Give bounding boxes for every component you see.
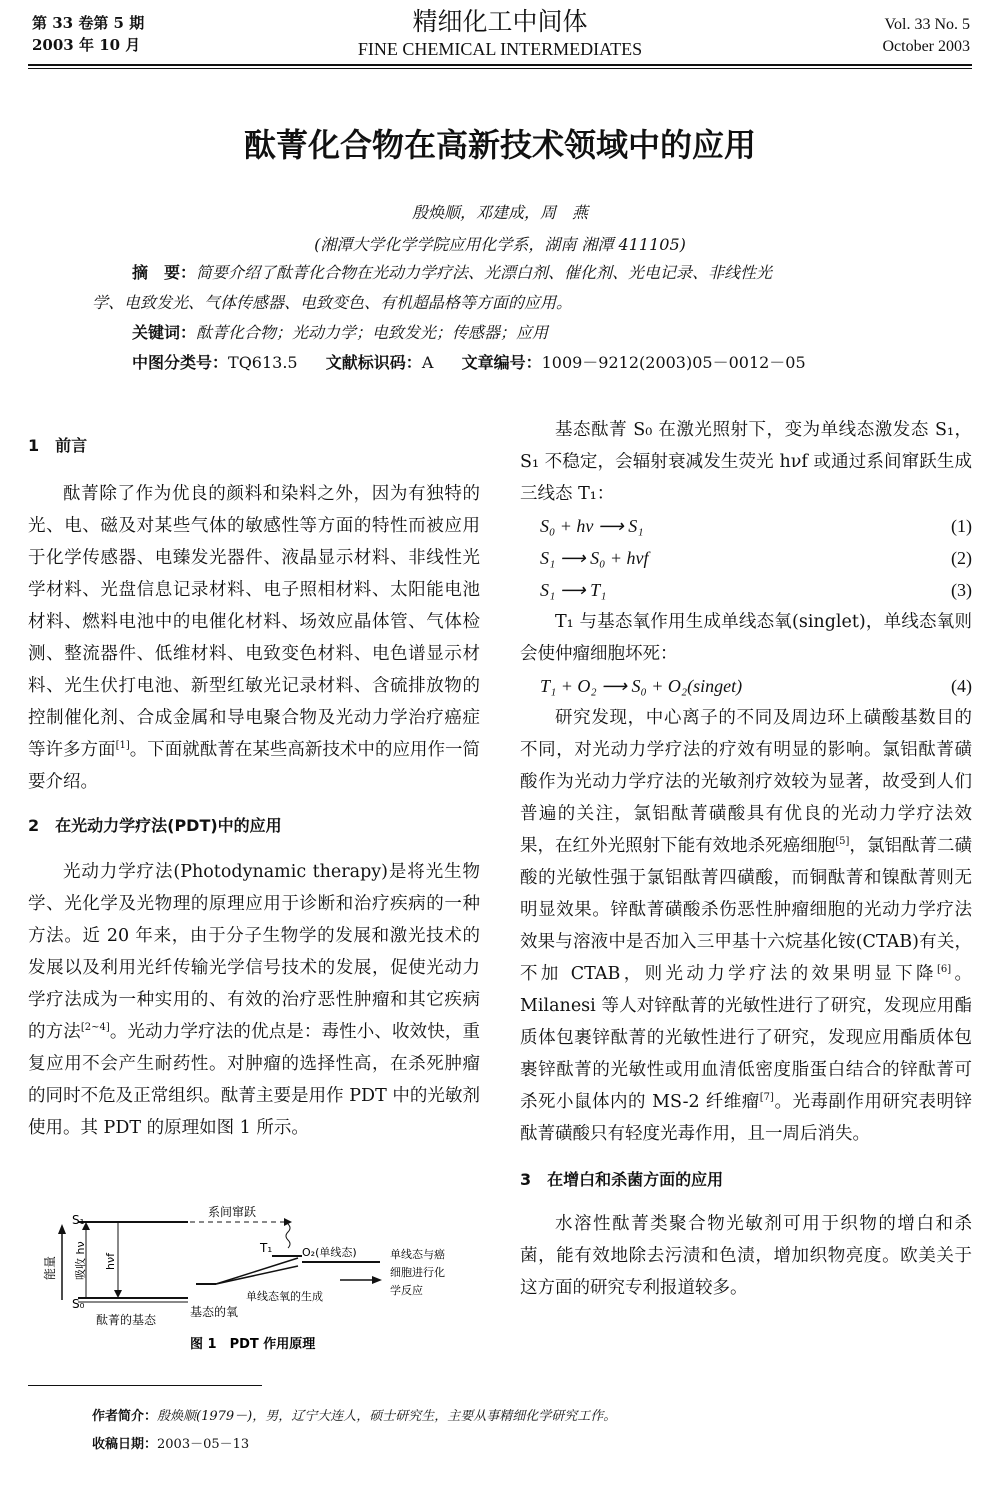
s0-label: S₀: [72, 1297, 85, 1311]
right-paragraph-2: T₁ 与基态氧作用生成单线态氧(singlet)，单线态氧则会使仲瘤细胞坏死：: [520, 612, 972, 664]
isc-arrow-head: [284, 1218, 292, 1226]
date-cn: 2003 年 10 月: [32, 36, 141, 54]
energy-label: 能量: [43, 1255, 57, 1280]
left-column: [28, 430, 480, 1144]
volume-cn: 第 33 卷第 5 期: [32, 14, 145, 32]
singlet-generation-label: 单线态氧的生成: [246, 1290, 323, 1303]
author-bio: [92, 1404, 616, 1430]
pdt-diagram: [40, 1200, 480, 1360]
keywords: 酞菁化合物；光动力学；电致发光；传感器；应用: [196, 323, 549, 342]
isc-wave: [286, 1224, 290, 1248]
energy-transfer-line: [216, 1258, 298, 1284]
oxygen-ground-label: 基态的氧: [190, 1305, 239, 1319]
received-date-label: 收稿日期：: [92, 1437, 158, 1452]
abstract-line2: 学、电致发光、气体传感器、电致变色、有机超晶格等方面的应用。: [92, 293, 573, 312]
equation-2: [520, 542, 972, 574]
right-column: [520, 414, 972, 1304]
energy-arrow-head: [58, 1224, 66, 1234]
authors: 殷焕顺，邓建成，周 燕: [411, 203, 588, 222]
section-2-paragraph: [28, 856, 480, 1144]
fluorescence-label: hνf: [104, 1253, 117, 1270]
absorption-label: 吸收 hν: [74, 1241, 87, 1280]
citation-5: [5]: [835, 836, 850, 848]
abstract-line1: 简要介绍了酞菁化合物在光动力学疗法、光漂白剂、催化剂、光电记录、非线性光: [196, 263, 773, 282]
oxygen-excitation-line: [216, 1266, 298, 1284]
abstract-label: 摘 要：: [132, 263, 197, 282]
reaction-text-3: 学反应: [390, 1284, 423, 1297]
figure-1: [40, 1200, 480, 1360]
equation-4: [520, 670, 972, 702]
citation-7: [7]: [759, 1092, 774, 1104]
para-text-a: 研究发现，中心离子的不同及周边环上磺酸基数目的不同，对光动力学疗法的疗效有明显的影响。氯铝酞菁磺酸作为光动力学疗法的光敏剂疗效较为显著，故受到人们普遍的关注，氯铝酞菁磺酸具有优良的光动力学疗法效果，在红外光照射下能有效地杀死癌细胞: [520, 708, 972, 856]
abstract: [92, 258, 922, 378]
citation: [1]: [115, 740, 130, 752]
footnote-rule: [28, 1385, 262, 1386]
para-text-end: 。光动力学疗法的优点是：毒性小、收效快，重复应用不会产生耐药性。对肿瘤的选择性高，在杀死肿瘤的同时不危及正常组织。酞菁主要是用作 PDT 中的光敏剂使用。其 PDT 的原理如图 1 所示。: [28, 1022, 481, 1138]
citation-6: [6]: [936, 964, 952, 976]
keywords-label: 关键词：: [132, 323, 197, 342]
reaction-text-2: 细胞进行化: [390, 1266, 445, 1279]
section-1-paragraph: [28, 478, 480, 798]
equation-2-body: S₁ ⟶ S₀ + hνf: [540, 548, 649, 568]
t1-label: T₁: [260, 1241, 273, 1255]
citation: [2~4]: [80, 1022, 110, 1034]
header-rule: [28, 64, 972, 66]
para-text: 光动力学疗法(Photodynamic therapy)是将光生物学、光化学及光物理的原理应用于诊断和治疗疾病的一种方法。近 20 年来，由于分子生物学的发展和激光技术的发展以及利用光纤传输光学信号技术的发展，促使光动力学疗法成为一种实用的、有效的治疗恶性肿瘤和其它疾病的方法: [28, 862, 480, 1042]
doc-code: A: [421, 353, 434, 372]
para-text-b: ，氯铝酞菁二磺酸的光敏性强于氯铝酞菁四磺酸，而铜酞菁和镍酞菁则无明显效果。锌酞菁磺酸杀伤恶性肿瘤细胞的光动力学疗法效果与溶液中是否加入三甲基十六烷基化铵(CTAB)有关，不加 CTAB，则光动力学疗法的效果明显下降: [520, 836, 973, 984]
article-title: 酞菁化合物在高新技术领域中的应用: [243, 126, 756, 164]
affiliation: (湘潭大学化学学院应用化学系，湖南 湘潭 411105): [314, 235, 686, 254]
para-text-c: 。Milanesi 等人对锌酞菁的光敏性进行了研究，发现应用酯质体包裹锌酞菁的光敏性进行了研究，发现应用酯质体包裹锌酞菁的光敏性或用血清低密度脂蛋白结合的锌酞菁可杀死小鼠体内的 MS-2 纤维瘤: [520, 964, 973, 1112]
equation-1: [520, 510, 972, 542]
equation-4-body: T₁ + O₂ ⟶ S₀ + O₂(singet): [540, 676, 743, 696]
s1-label: S₁: [72, 1213, 85, 1227]
issue-info-en: [882, 14, 970, 58]
author-bio-text: 殷焕顺(1979－)，男，辽宁大连人，硕士研究生，主要从事精细化学研究工作。: [157, 1409, 617, 1424]
equation-3: [520, 574, 972, 606]
singlet-oxygen-label: O₂(单线态): [302, 1246, 357, 1259]
volume-en: Vol. 33 No. 5: [884, 16, 970, 33]
equation-3-body: S₁ ⟶ T₁: [540, 580, 607, 600]
section-2-heading: 2 在光动力学疗法(PDT)中的应用: [28, 816, 282, 835]
para-text: 酞菁除了作为优良的颜料和染料之外，因为有独特的光、电、磁及对某些气体的敏感性等方面的特性而被应用于化学传感器、电臻发光器件、液晶显示材料、非线性光学材料、光盘信息记录材料、电子照相材料、太阳能电池材料、燃料电池中的电催化材料、场效应晶体管、气体检测、整流器件、低维材料、电致变色材料、电色谱显示材料、光生伏打电池、新型红敏光记录材料、含硫排放物的控制催化剂、合成金属和导电聚合物及光动力学治疗癌症等许多方面: [28, 484, 480, 760]
equation-3-number: (3): [951, 580, 972, 600]
header-rule-thin: [28, 68, 972, 69]
journal-header: [0, 6, 1000, 60]
article-number-label: 文章编号：: [461, 353, 542, 372]
doc-code-label: 文献标识码：: [325, 353, 422, 372]
para-text-d: 。光毒副作用研究表明锌酞菁磺酸只有轻度光毒作用，且一周后消失。: [520, 1092, 972, 1144]
clc-number: TQ613.5: [228, 353, 298, 372]
reaction-arrow-head: [372, 1276, 382, 1284]
author-bio-label: 作者简介：: [92, 1409, 158, 1424]
fluorescence-arrow-head: [114, 1290, 122, 1298]
clc-label: 中图分类号：: [132, 353, 229, 372]
equation-2-number: (2): [951, 548, 972, 568]
article-number: 1009－9212(2003)05－0012－05: [541, 353, 806, 372]
equation-1-body: S₀ + hν ⟶ S₁: [540, 516, 644, 536]
journal-name-en: FINE CHEMICAL INTERMEDIATES: [357, 39, 643, 59]
section-3-paragraph: 水溶性酞菁类聚合物光敏剂可用于织物的增白和杀菌，能有效地除去污渍和色渍，增加织物亮度。欧美关于这方面的研究专利报道较多。: [520, 1214, 972, 1298]
received-date-value: 2003－05－13: [157, 1437, 250, 1452]
isc-label: 系间窜跃: [208, 1205, 257, 1219]
right-paragraph-3: [520, 702, 972, 1150]
section-3-heading: 3 在增白和杀菌方面的应用: [520, 1170, 724, 1189]
pc-ground-label: 酞菁的基态: [96, 1313, 157, 1327]
reaction-text-1: 单线态与癌: [390, 1248, 445, 1261]
received-date: [92, 1432, 249, 1458]
section-1-heading: 1 前言: [28, 436, 88, 455]
right-paragraph-1: 基态酞菁 S₀ 在激光照射下，变为单线态激发态 S₁，S₁ 不稳定，会辐射衰减发生荧光 hνf 或通过系间窜跃生成三线态 T₁：: [520, 420, 972, 504]
equation-1-number: (1): [951, 516, 972, 536]
figure-caption: 图 1 PDT 作用原理: [190, 1337, 316, 1352]
journal-name-cn: 精细化工中间体: [412, 7, 588, 36]
para-text-end: 。下面就酞菁在某些高新技术中的应用作一简要介绍。: [28, 740, 481, 792]
date-en: October 2003: [882, 38, 970, 55]
equation-4-number: (4): [951, 676, 972, 696]
